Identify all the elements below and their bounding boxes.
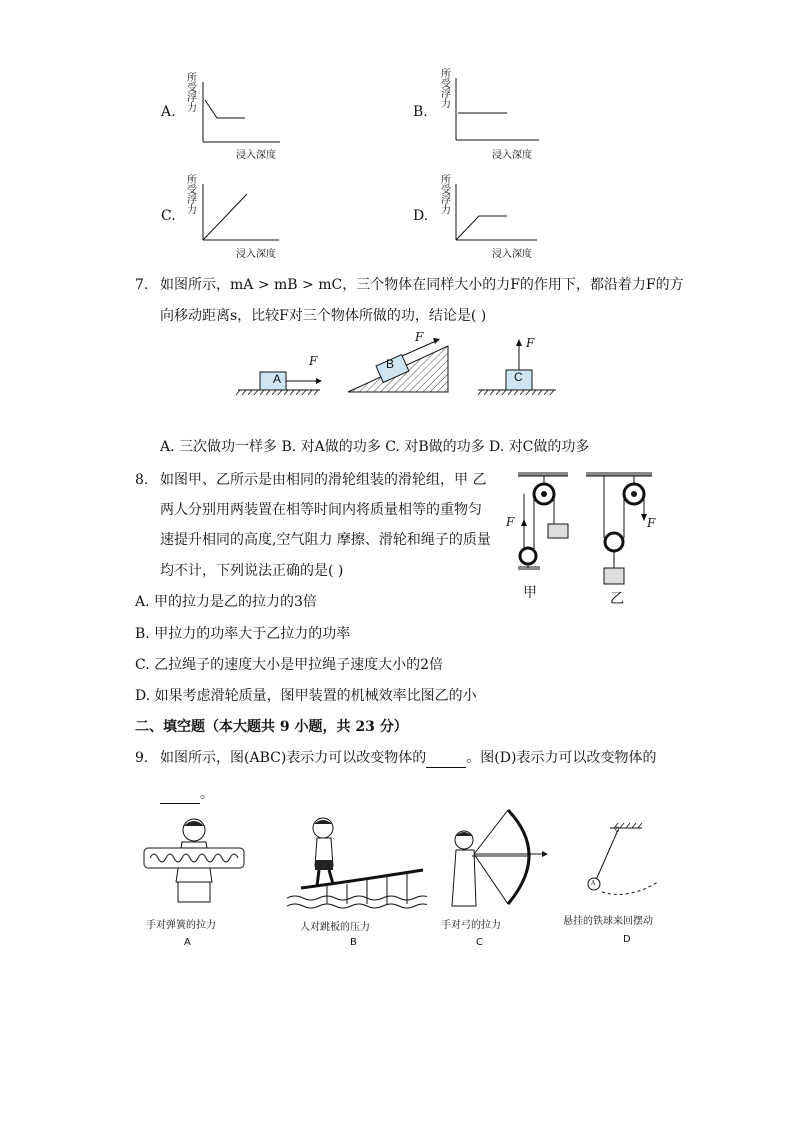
q7-stem-line2: 向移动距离s，比较F对三个物体所做的功，结论是( ) — [160, 308, 487, 324]
q6-option-a-letter: A. — [161, 104, 176, 120]
q9-fig-c-caption: 手对弓的拉力 — [441, 920, 501, 931]
q7-force-a: F — [309, 354, 318, 368]
q7-force-b: F — [415, 330, 424, 344]
q8-label-yi: 乙 — [610, 591, 624, 607]
q6-d-xlabel: 浸入深度 — [492, 249, 532, 260]
q9-line1 — [160, 748, 656, 768]
q9-pendulum-top: 0 — [615, 826, 620, 834]
q9-number: 9. — [135, 750, 149, 766]
q9-line2 — [160, 784, 214, 804]
q6-a-xlabel: 浸入深度 — [236, 150, 276, 161]
q8-stem-line2: 两人分别用两装置在相等时间内将质量相等的重物匀 — [160, 502, 482, 518]
q8-label-jia: 甲 — [523, 585, 537, 601]
q6-d-ylabel: 所受浮力 — [441, 175, 451, 216]
q7-force-c: F — [526, 336, 535, 350]
q6-a-ylabel: 所受浮力 — [187, 73, 197, 114]
q9-fig-d-letter: D — [623, 934, 631, 945]
q8-stem-line3: 速提升相同的高度,空气阻力 摩擦、滑轮和绳子的质量 — [160, 532, 491, 548]
q9-line2-end: 。 — [200, 786, 214, 802]
q9-line1-part1: 如图所示，图(ABC)表示力可以改变物体的 — [160, 750, 427, 766]
q9-fig-c-letter: C — [476, 937, 483, 948]
q9-fig-a-caption: 手对弹簧的拉力 — [146, 920, 216, 931]
q9-pendulum-ball: A — [591, 880, 596, 887]
q8-stem-line4: 均不计，下列说法正确的是( ) — [160, 563, 344, 579]
q8-force-yi: F — [647, 516, 656, 530]
q8-force-jia: F — [506, 515, 515, 529]
q6-b-ylabel: 所受浮力 — [441, 69, 451, 110]
q7-ground-a — [236, 390, 320, 395]
q9-fig-a — [140, 812, 250, 912]
q6-b-xlabel: 浸入深度 — [492, 150, 532, 161]
q7-ground-c — [478, 390, 556, 395]
q7-number: 7. — [135, 277, 149, 293]
q6-option-c-letter: C. — [161, 208, 176, 224]
q7-label-b: B — [386, 357, 395, 371]
q7-label-a: A — [273, 372, 282, 386]
q9-blank-2[interactable] — [160, 789, 200, 804]
q6-graph-c — [195, 180, 285, 245]
q9-fig-b — [287, 812, 427, 912]
q9-fig-c — [438, 806, 548, 912]
q6-option-d-letter: D. — [413, 208, 429, 224]
q9-fig-b-caption: 人对跳板的压力 — [300, 922, 370, 933]
q6-graph-b — [449, 74, 544, 146]
q9-fig-b-letter: B — [350, 937, 357, 948]
q8-option-c: C. 乙拉绳子的速度大小是甲拉绳子速度大小的2倍 — [135, 657, 444, 673]
q6-graph-a — [195, 78, 285, 148]
q8-option-a: A. 甲的拉力是乙的拉力的3倍 — [135, 594, 317, 610]
q7-label-c: C — [514, 370, 523, 384]
q9-fig-d-caption: 悬挂的铁球来回摆动 — [563, 916, 653, 927]
q8-pulley-figure — [500, 468, 670, 598]
q7-figure — [230, 330, 560, 398]
q8-option-b: B. 甲拉力的功率大于乙拉力的功率 — [135, 626, 351, 642]
q9-line1-part2: 。图(D)表示力可以改变物体的 — [466, 750, 657, 766]
q8-option-d: D. 如果考虑滑轮质量，图甲装置的机械效率比图乙的小 — [135, 688, 477, 704]
q7-stem-line1: 如图所示，mA > mB > mC，三个物体在同样大小的力F的作用下，都沿着力F的方 — [160, 277, 684, 293]
q6-option-b-letter: B. — [413, 104, 428, 120]
q7-options: A. 三次做功一样多 B. 对A做的功多 C. 对B做的功多 D. 对C做的功多 — [160, 439, 590, 455]
q6-graph-d — [449, 180, 544, 245]
q8-number: 8. — [135, 472, 149, 488]
q9-blank-1[interactable] — [426, 753, 466, 768]
q9-fig-a-letter: A — [184, 937, 191, 948]
q9-fig-d — [572, 822, 672, 902]
q8-stem-line1: 如图甲、乙所示是由相同的滑轮组装的滑轮组，甲 乙 — [160, 472, 487, 488]
section-2-title: 二、填空题（本大题共 9 小题，共 23 分） — [135, 719, 408, 735]
q6-c-ylabel: 所受浮力 — [187, 175, 197, 216]
q6-c-xlabel: 浸入深度 — [236, 249, 276, 260]
